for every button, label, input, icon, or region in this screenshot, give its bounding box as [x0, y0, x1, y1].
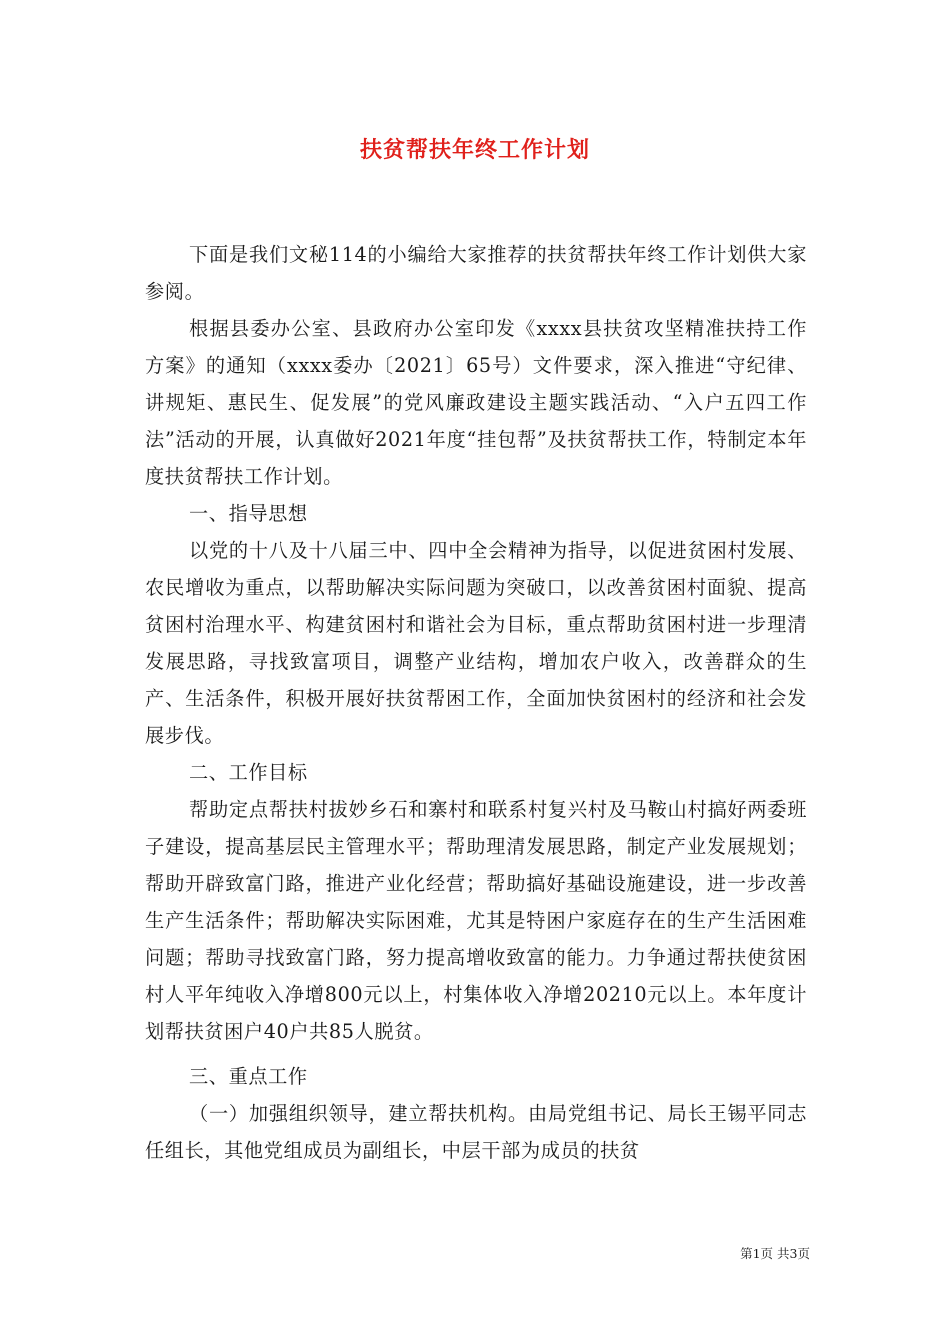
work-goals-paragraph: 帮助定点帮扶村拔妙乡石和寨村和联系村复兴村及马鞍山村搞好两委班子建设，提高基层民主管理水平；帮助理清发展思路，制定产业发展规划；帮助开辟致富门路，推进产业化经营；帮助搞好基础设施建设，进一步改善生产生活条件；帮助解决实际困难，尤其是特困户家庭存在的生产生活困难问题；帮助寻找致富门路，努力提高增收致富的能力。力争通过帮扶使贫困村人平年纯收入净增800元以上，村集体收入净增20210元以上。本年度计划帮扶贫困户40户共85人脱贫。: [145, 798, 807, 1043]
section-heading-key-work: 三、重点工作: [189, 1065, 308, 1088]
key-work-paragraph: （一）加强组织领导，建立帮扶机构。由局党组书记、局长王锡平同志任组长，其他党组成员为副组长，中层干部为成员的扶贫: [145, 1102, 807, 1162]
intro-paragraph: 下面是我们文秘114的小编给大家推荐的扶贫帮扶年终工作计划供大家参阅。: [145, 243, 807, 303]
section-heading-work-goals: 二、工作目标: [189, 761, 308, 784]
guiding-ideology-paragraph: 以党的十八及十八届三中、四中全会精神为指导，以促进贫困村发展、农民增收为重点，以帮助解决实际问题为突破口，以改善贫困村面貌、提高贫困村治理水平、构建贫困村和谐社会为目标，重点帮助贫困村进一步理清发展思路，寻找致富项目，调整产业结构，增加农户收入，改善群众的生产、生活条件，积极开展好扶贫帮困工作，全面加快贫困村的经济和社会发展步伐。: [145, 539, 807, 747]
section-heading-guiding-ideology: 一、指导思想: [189, 502, 308, 525]
document-body: [145, 236, 807, 1169]
basis-paragraph: 根据县委办公室、县政府办公室印发《xxxx县扶贫攻坚精准扶持工作方案》的通知（xxxx委办〔2021〕65号）文件要求，深入推进“守纪律、讲规矩、惠民生、促发展”的党风廉政建设主题实践活动、“入户五四工作法”活动的开展，认真做好2021年度“挂包帮”及扶贫帮扶工作，特制定本年度扶贫帮扶工作计划。: [145, 317, 807, 488]
page-number: 第1页 共3页: [740, 1246, 810, 1261]
document-title: 扶贫帮扶年终工作计划: [359, 137, 590, 163]
